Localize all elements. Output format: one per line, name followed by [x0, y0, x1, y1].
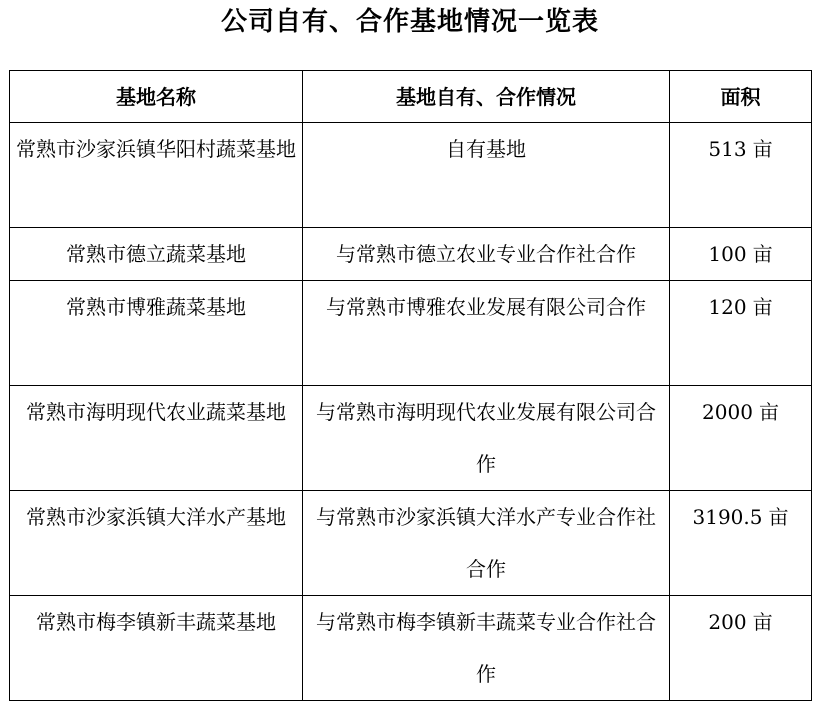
cell-base-name: 常熟市梅李镇新丰蔬菜基地 — [10, 596, 303, 701]
area-unit: 亩 — [752, 610, 773, 634]
table-row — [10, 281, 812, 386]
cell-ownership: 与常熟市博雅农业发展有限公司合作 — [303, 281, 670, 386]
area-value: 513 — [708, 137, 747, 161]
cell-ownership: 与常熟市沙家浜镇大洋水产专业合作社合作 — [303, 491, 670, 596]
cell-area — [670, 228, 812, 281]
area-value: 120 — [708, 295, 747, 319]
header-base-name: 基地名称 — [10, 71, 303, 123]
area-unit: 亩 — [752, 295, 773, 319]
table-row — [10, 491, 812, 596]
area-value: 3190.5 — [692, 505, 763, 529]
bases-table — [9, 70, 812, 701]
cell-base-name: 常熟市博雅蔬菜基地 — [10, 281, 303, 386]
cell-area — [670, 491, 812, 596]
area-value: 100 — [708, 242, 747, 266]
cell-ownership: 与常熟市海明现代农业发展有限公司合作 — [303, 386, 670, 491]
area-value: 2000 — [702, 400, 753, 424]
cell-ownership: 自有基地 — [303, 123, 670, 228]
header-ownership: 基地自有、合作情况 — [303, 71, 670, 123]
page-title: 公司自有、合作基地情况一览表 — [220, 7, 599, 37]
cell-base-name: 常熟市德立蔬菜基地 — [10, 228, 303, 281]
cell-area — [670, 281, 812, 386]
cell-ownership: 与常熟市梅李镇新丰蔬菜专业合作社合作 — [303, 596, 670, 701]
cell-base-name: 常熟市海明现代农业蔬菜基地 — [10, 386, 303, 491]
table-header-row — [10, 71, 812, 123]
cell-area — [670, 386, 812, 491]
area-unit: 亩 — [752, 137, 773, 161]
area-unit: 亩 — [752, 242, 773, 266]
cell-base-name: 常熟市沙家浜镇大洋水产基地 — [10, 491, 303, 596]
table-row — [10, 596, 812, 701]
cell-base-name: 常熟市沙家浜镇华阳村蔬菜基地 — [10, 123, 303, 228]
area-unit: 亩 — [768, 505, 789, 529]
table-row — [10, 228, 812, 281]
area-unit: 亩 — [758, 400, 779, 424]
table-row — [10, 123, 812, 228]
cell-ownership: 与常熟市德立农业专业合作社合作 — [303, 228, 670, 281]
header-area: 面积 — [670, 71, 812, 123]
cell-area — [670, 123, 812, 228]
cell-area — [670, 596, 812, 701]
area-value: 200 — [708, 610, 747, 634]
table-row — [10, 386, 812, 491]
